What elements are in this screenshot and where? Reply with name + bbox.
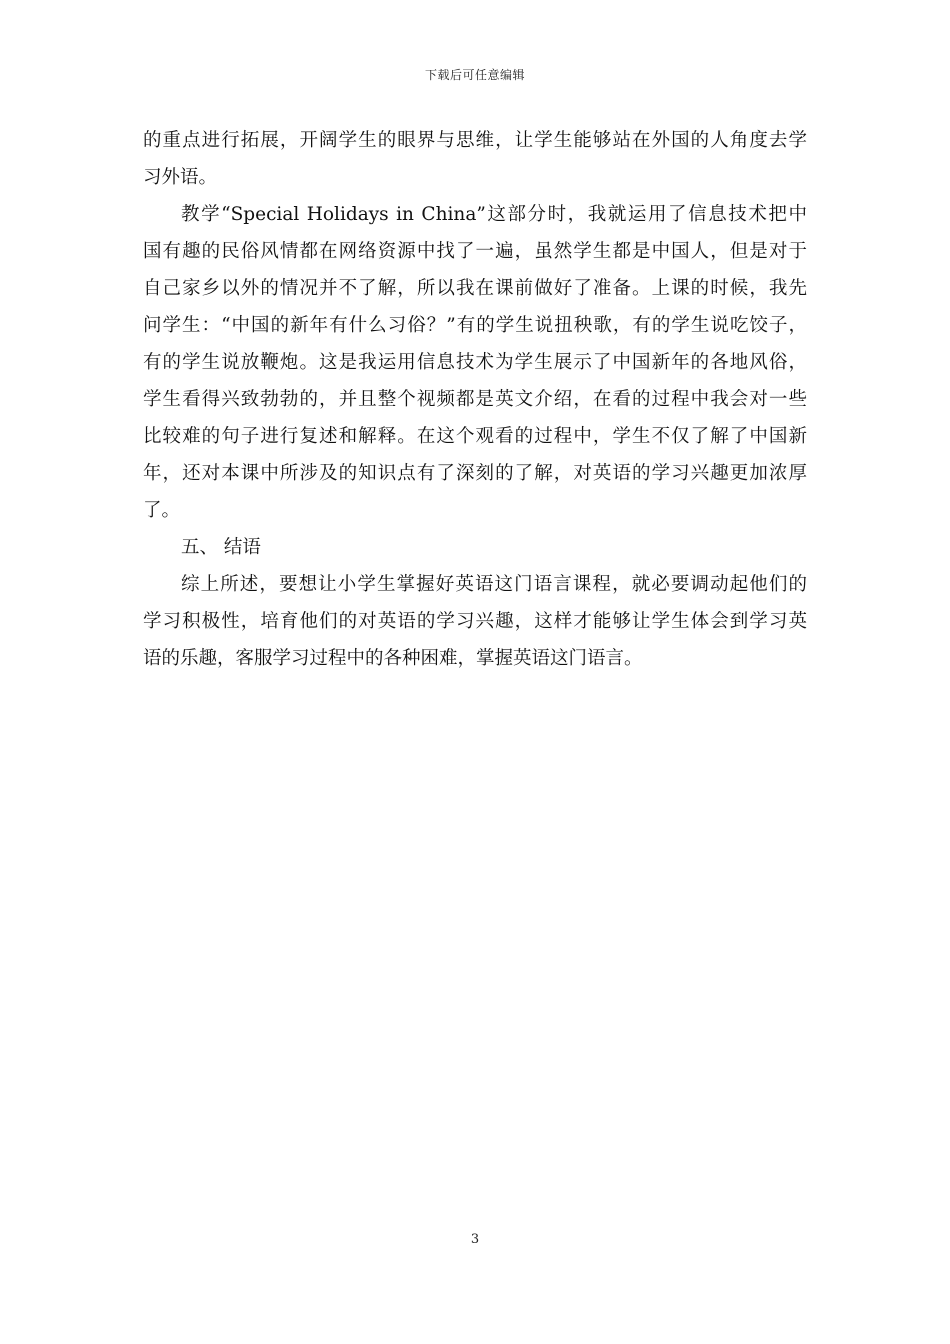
text-line: 学生看得兴致勃勃的，并且整个视频都是英文介绍，在看的过程中我会对一些	[143, 389, 807, 410]
section-heading-text: 五、 结语	[181, 537, 261, 558]
text-line: 比较难的句子进行复述和解释。在这个观看的过程中，学生不仅了解了中国新	[143, 426, 807, 447]
page-header: 下载后可任意编辑	[424, 68, 525, 82]
text-line: 国有趣的民俗风情都在网络资源中找了一遍，虽然学生都是中国人，但是对于	[143, 241, 807, 262]
text-line: 习外语。	[143, 167, 218, 188]
text-line: 有的学生说放鞭炮。这是我运用信息技术为学生展示了中国新年的各地风俗，	[143, 352, 807, 373]
text-line: 年，还对本课中所涉及的知识点有了深刻的了解，对英语的学习兴趣更加浓厚	[143, 463, 807, 484]
text-line: 语的乐趣，客服学习过程中的各种困难，掌握英语这门语言。	[143, 648, 643, 669]
paragraph-3	[143, 566, 807, 677]
text-line: 的重点进行拓展，开阔学生的眼界与思维，让学生能够站在外国的人角度去学	[143, 130, 807, 151]
text-line: 了。	[143, 500, 181, 521]
text-line: 自己家乡以外的情况并不了解，所以我在课前做好了准备。上课的时候，我先	[143, 278, 807, 299]
text-line: 学习积极性，培育他们的对英语的学习兴趣，这样才能够让学生体会到学习英	[143, 611, 807, 632]
paragraph-2	[143, 196, 807, 529]
text-line: 教学“Special Holidays in China”这部分时，我就运用了信息技术把中	[181, 204, 807, 225]
text-line: 综上所述，要想让小学生掌握好英语这门语言课程，就必要调动起他们的	[181, 574, 807, 595]
text-line: 问学生：“中国的新年有什么习俗？”有的学生说扭秧歌，有的学生说吃饺子，	[143, 315, 807, 336]
document-body	[143, 122, 807, 677]
paragraph-1	[143, 122, 807, 196]
page-number: 3	[470, 1232, 480, 1247]
section-heading	[143, 529, 807, 566]
